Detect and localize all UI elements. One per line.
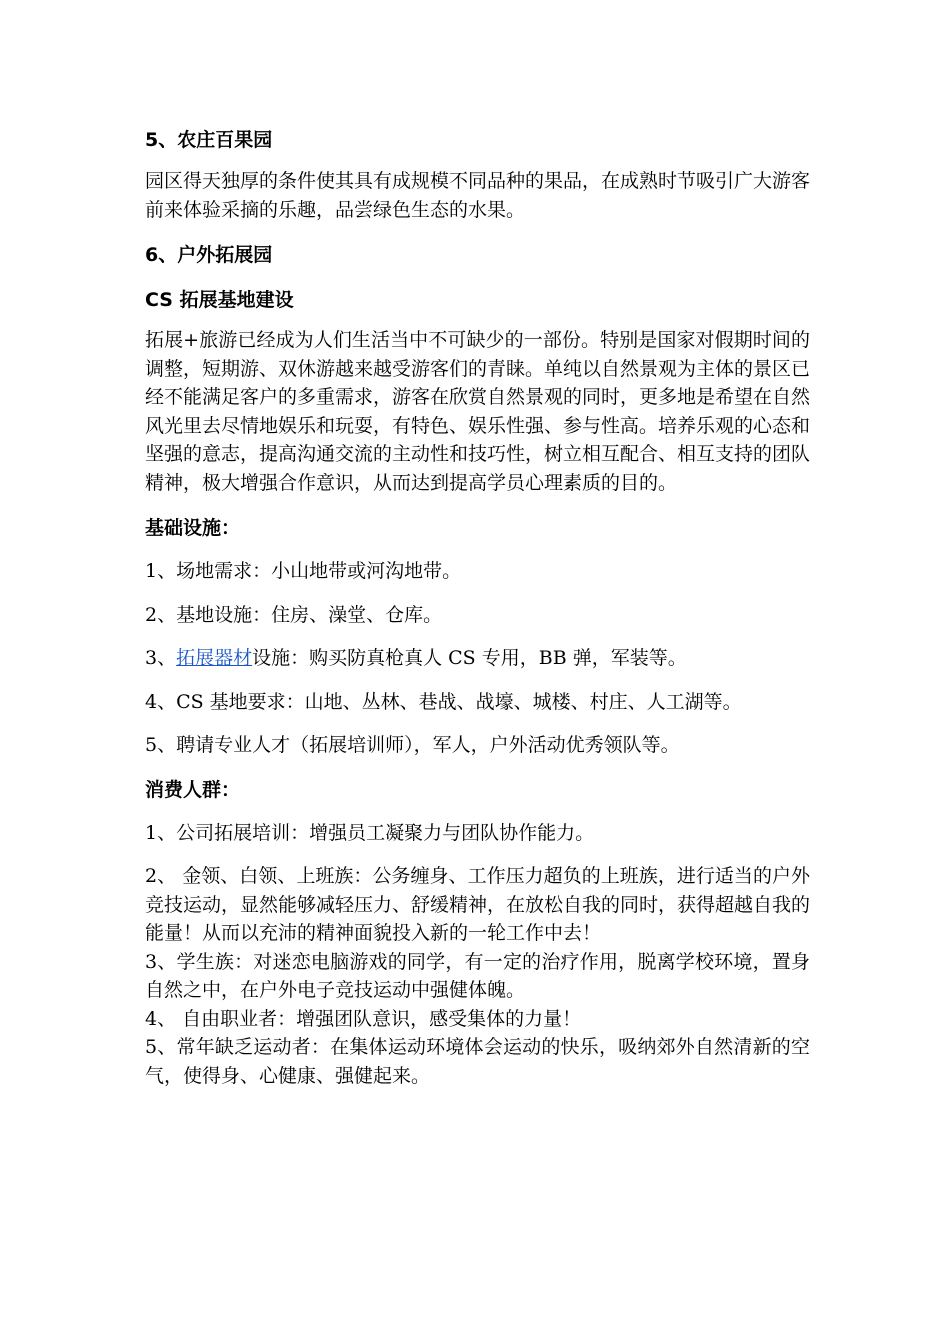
- document-page: [145, 112, 810, 1090]
- heading-outdoor-park: 6、户外拓展园: [145, 244, 273, 266]
- paragraph-fruit-garden: 园区得天独厚的条件使其具有成规模不同品种的果品，在成熟时节吸引广大游客前来体验采摘的乐趣，品尝绿色生态的水果。: [145, 170, 811, 221]
- infra-item-facilities: 2、基地设施：住房、澡堂、仓库。: [145, 603, 443, 626]
- infra-item-equipment-rest: 设施：购买防真枪真人 CS 专用，BB 弹，军装等。: [252, 647, 687, 669]
- heading-fruit-garden: 5、农庄百果园: [145, 129, 273, 151]
- equipment-link[interactable]: 拓展器材: [176, 647, 253, 669]
- consumer-item-freelancers: 4、 自由职业者：增强团队意识，感受集体的力量！: [145, 1007, 582, 1030]
- infra-item-requirements: 4、CS 基地要求：山地、丛林、巷战、战壕、城楼、村庄、人工湖等。: [145, 690, 742, 713]
- infra-item-site: 1、场地需求：小山地带或河沟地带。: [145, 560, 462, 582]
- consumer-item-office-workers: 2、 金领、白领、上班族：公务缠身、工作压力超负的上班族，进行适当的户外竞技运动，显然能够减轻压力、舒缓精神，在放松自我的同时，获得超越自我的能量！从而以充沛的精神面貌投入新的一轮工作中去！: [145, 865, 811, 944]
- paragraph-cs-base: 拓展+旅游已经成为人们生活当中不可缺少的一部份。特别是国家对假期时间的调整，短期游、双休游越来越受游客们的青睐。单纯以自然景观为主体的景区已经不能满足客户的多重需求，游客在欣赏自然景观的同时，更多地是希望在自然风光里去尽情地娱乐和玩耍，有特色、娱乐性强、参与性高。培养乐观的心态和坚强的意志，提高沟通交流的主动性和技巧性，树立相互配合、相互支持的团队精神，极大增强合作意识，从而达到提高学员心理素质的目的。: [145, 329, 811, 494]
- consumer-item-inactive: 5、常年缺乏运动者：在集体运动环境体会运动的快乐，吸纳郊外自然清新的空气，使得身、心健康、强健起来。: [145, 1036, 810, 1087]
- heading-infrastructure: 基础设施：: [145, 517, 241, 539]
- consumer-item-company: 1、公司拓展培训：增强员工凝聚力与团队协作能力。: [145, 821, 595, 844]
- infra-item-staff: 5、聘请专业人才（拓展培训师），军人，户外活动优秀领队等。: [145, 734, 680, 756]
- heading-cs-base: CS 拓展基地建设: [145, 289, 294, 311]
- infra-item-equipment: [145, 644, 810, 673]
- consumer-item-students: 3、学生族：对迷恋电脑游戏的同学，有一定的治疗作用，脱离学校环境，置身自然之中，在户外电子竞技运动中强健体魄。: [145, 950, 810, 1001]
- infra-item-equipment-prefix: 3、: [145, 647, 177, 669]
- heading-consumers: 消费人群：: [145, 778, 241, 801]
